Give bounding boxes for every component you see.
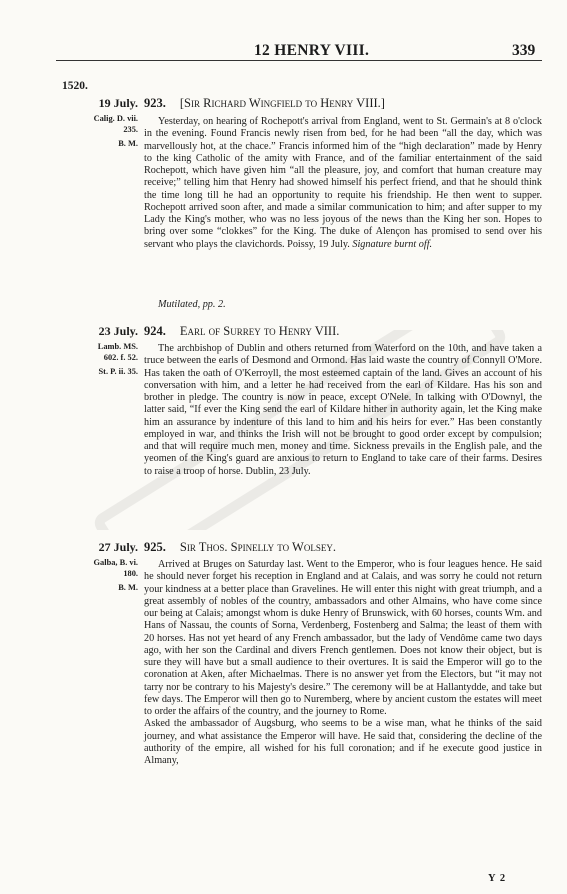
entry-paragraph: Arrived at Bruges on Saturday last. Went to the Emperor, who is four leagues hence. He said he should never forget his reception in England and at Calais, and was sorry he could not return your kindness at a better place than Gravelines. He will enter this night with great triumph, and a great assembly of nobles of the country, ambassadors and other Almains, who have come since our being at Calais; amongst whom is duke Henry of Brunswick, with 60 horses, counts Wm. and Hans of Nassau, the counts of Sorna, Verdenberg, Fostenberg and Salma; the least of them with 20 horses. Has not yet heard of any French ambassador, but the lady of Vendôme came two days ago, with her son the Cardinal and divers French gentlemen. Does not know their object, but is sure they will have but a small audience to their overtures. It is said the Emperor will go to the coronation at Aken, after Michaelmas. There is no answer yet from the Electors, but “it may not tarry nor be contrary to his Majesty's desire.” The ceremony will be at Hallantydde, and take but few days. The Emperor will then go to Nuremberg, where by ancient custom the estates will meet to order the affairs of the country, and the journey to Rome.	[144, 559, 542, 717]
signature-mark: Y 2	[488, 873, 507, 884]
entry-source: B. M.	[118, 582, 138, 592]
entry-923-margin	[56, 96, 138, 149]
entry-924-body	[144, 343, 542, 478]
entry-ref: 180.	[123, 569, 138, 579]
entry-number: 923.	[144, 96, 166, 110]
entry-925-heading	[144, 540, 336, 555]
entry-signature-note: Signature burnt off.	[352, 238, 433, 250]
entry-924-heading	[144, 324, 339, 339]
entry-925-body	[144, 559, 542, 767]
entry-number: 925.	[144, 540, 166, 554]
entry-924-margin	[56, 324, 138, 377]
entry-ref: Calig. D. vii.	[93, 114, 138, 123]
entry-source: St. P. ii. 35.	[98, 366, 138, 376]
entry-number: 924.	[144, 324, 166, 338]
entry-text: Yesterday, on hearing of Rochepott's arrival from England, went to St. Germain's at 8 o'clock in the evening. Found Francis newly risen from bed, for he had been “all the day, which was marvellously hot, at the chace.” Francis informed him of the “high declaration” made by Henry to the king Catholic of the amity with France, and of the familiar entertainment of the said Rochepott, which have given him “all the pleasure, joy, and comfort that human creature may receive;” telling him that Henry had showed himself his perfect friend, and that he should think the time long till he had an opportunity to requite his friendship. He then went to supper. Rochepott arrived soon after, and made a similar communication to him; and after supper to my Lady the King's mother, who was no less joyous of the news than the King her son. Hopes to bring over some “clokkes” for the King. The duke of Alençon has promised to send over his servant who plays the clavichords. Poissy, 19 July.	[144, 116, 542, 250]
entry-paragraph: Asked the ambassador of Augsburg, who seems to be a wise man, what he thinks of the said journey, and what assistance the Emperor will have. He said that, considering the decline of the authority of the empire, all wished for his full coronation; and if he execute good justice in Almany,	[144, 718, 542, 766]
entry-923-body	[144, 116, 542, 251]
header-rule	[56, 60, 542, 61]
entry-ref: 602. f. 52.	[103, 353, 138, 363]
entry-ref: Galba, B. vi.	[93, 558, 138, 567]
entry-source: B. M.	[118, 138, 138, 148]
page-header	[0, 38, 567, 60]
running-title: 12 HENRY VIII.	[254, 42, 370, 59]
entry-text: The archbishop of Dublin and others returned from Waterford on the 10th, and have taken a truce between the earls of Desmond and Ormond. Has laid waste the country of Connyll O'More. Has taken the oath of O'Kerroyll, the most esteemed captain of the land. Gives an account of his conversation with him, and a letter he had received from the earl of Kildare. Has his son and brother in pledge. The country is now in peace, except O'Nele. In talking with O'Downyl, the latter said, “If ever the King send the earl of Kildare hither in authority again, let the King make him an assurance by indenture of this land to him and his heirs for ever.” Has been constantly employed in war, and thinks the Irish will not be brought to good order except by compulsion; and that will require much men, money and time. Sickness prevails in the English pale, and the yeomen of the King's guard are anxious to return to England to take care of their farms. Desires to raise a troop of horse. Dublin, 23 July.	[144, 343, 542, 477]
entry-title: [Sir Richard Wingfield to Henry VIII.]	[179, 96, 385, 110]
entry-title: Earl of Surrey to Henry VIII.	[179, 324, 340, 338]
entry-date: 27 July.	[98, 540, 138, 554]
entry-ref: Lamb. MS.	[97, 342, 138, 351]
entry-date: 19 July.	[98, 96, 138, 110]
page-number: 339	[512, 42, 536, 59]
year-label: 1520.	[62, 80, 88, 92]
entry-925-margin	[56, 540, 138, 593]
entry-923-heading	[144, 96, 385, 111]
entry-ref: 235.	[123, 125, 138, 135]
entry-923-note: Mutilated, pp. 2.	[158, 299, 226, 310]
entry-title: Sir Thos. Spinelly to Wolsey.	[179, 540, 336, 554]
entry-date: 23 July.	[98, 324, 138, 338]
